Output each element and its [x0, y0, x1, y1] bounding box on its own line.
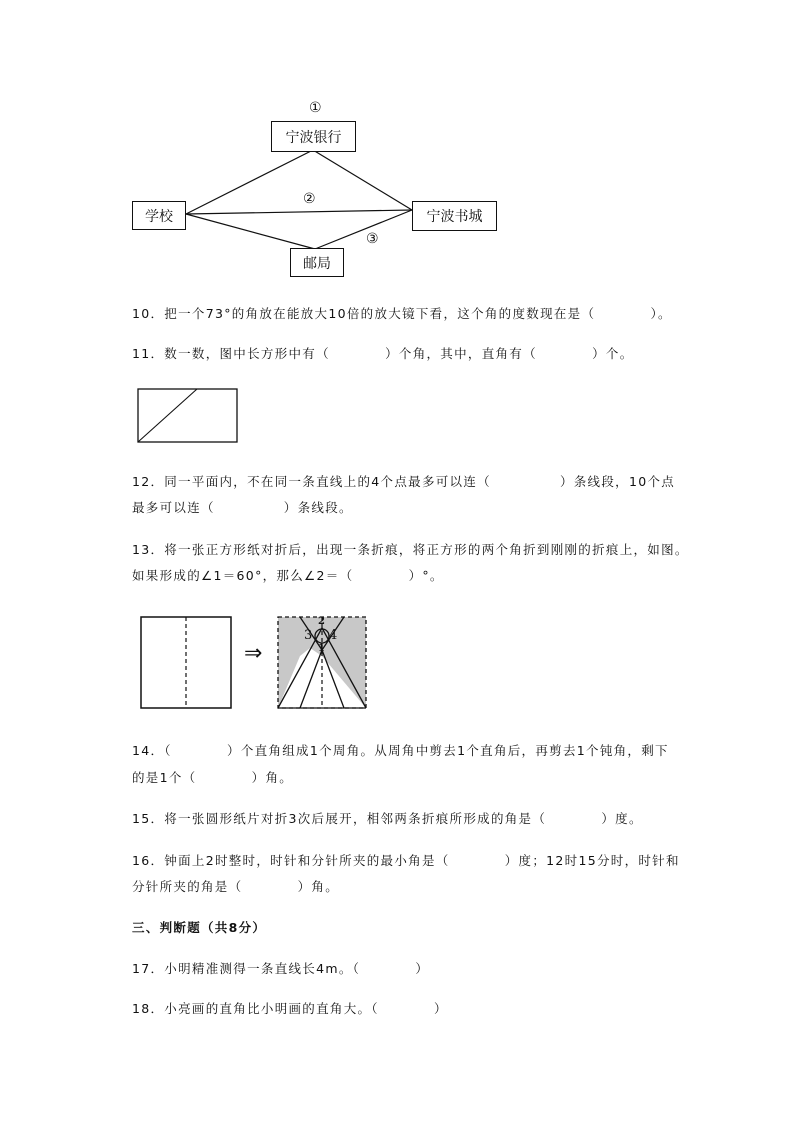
- map-diagram: [0, 0, 794, 290]
- question-12-line-1: 12．同一平面内，不在同一条直线上的4个点最多可以连（ ）条线段，10个点: [132, 474, 676, 489]
- question-17: 17．小明精准测得一条直线长4m。（ ）: [132, 961, 430, 976]
- angle-label-1: 1: [318, 643, 325, 654]
- map-connection-lines: [0, 0, 794, 290]
- route-1-label: ①: [309, 100, 322, 116]
- route-3-label: ③: [366, 231, 379, 247]
- angle-label-4: 4: [329, 628, 338, 643]
- question-16-line-1: 16．钟面上2时整时，时针和分针所夹的最小角是（ ）度；12时15分时，时针和: [132, 853, 680, 868]
- question-11: 11．数一数，图中长方形中有（ ）个角，其中，直角有（ ）个。: [132, 346, 634, 361]
- question-10: 10．把一个73°的角放在能放大10倍的放大镜下看，这个角的度数现在是（ ）。: [132, 306, 672, 321]
- angle-label-3: 3: [304, 628, 313, 643]
- section-3-heading: 三、判断题（共8分）: [132, 920, 267, 935]
- rectangle-diagonal-figure: [135, 386, 245, 446]
- angle-label-2: 2: [318, 616, 325, 627]
- bookstore-box: 宁波书城: [412, 201, 497, 231]
- post-office-box: 邮局: [290, 248, 344, 277]
- fold-arrow: ⇒: [244, 641, 263, 666]
- school-box: 学校: [132, 201, 186, 230]
- question-13-line-2: 如果形成的∠1＝60°，那么∠2＝（ ）°。: [132, 568, 444, 583]
- bank-box: 宁波银行: [271, 121, 356, 152]
- question-13-line-1: 13．将一张正方形纸对折后，出现一条折痕，将正方形的两个角折到刚刚的折痕上，如图。: [132, 542, 689, 557]
- route-2-label: ②: [303, 191, 316, 207]
- question-15: 15．将一张圆形纸片对折3次后展开，相邻两条折痕所形成的角是（ ）度。: [132, 811, 643, 826]
- question-12-line-2: 最多可以连（ ）条线段。: [132, 500, 353, 515]
- question-18: 18．小亮画的直角比小明画的直角大。（ ）: [132, 1001, 448, 1016]
- question-14-line-2: 的是1个（ ）角。: [132, 770, 294, 785]
- fold-figure: [138, 612, 370, 712]
- question-16-line-2: 分针所夹的角是（ ）角。: [132, 879, 340, 894]
- question-14-line-1: 14．（ ）个直角组成1个周角。从周角中剪去1个直角后，再剪去1个钝角，剩下: [132, 743, 669, 758]
